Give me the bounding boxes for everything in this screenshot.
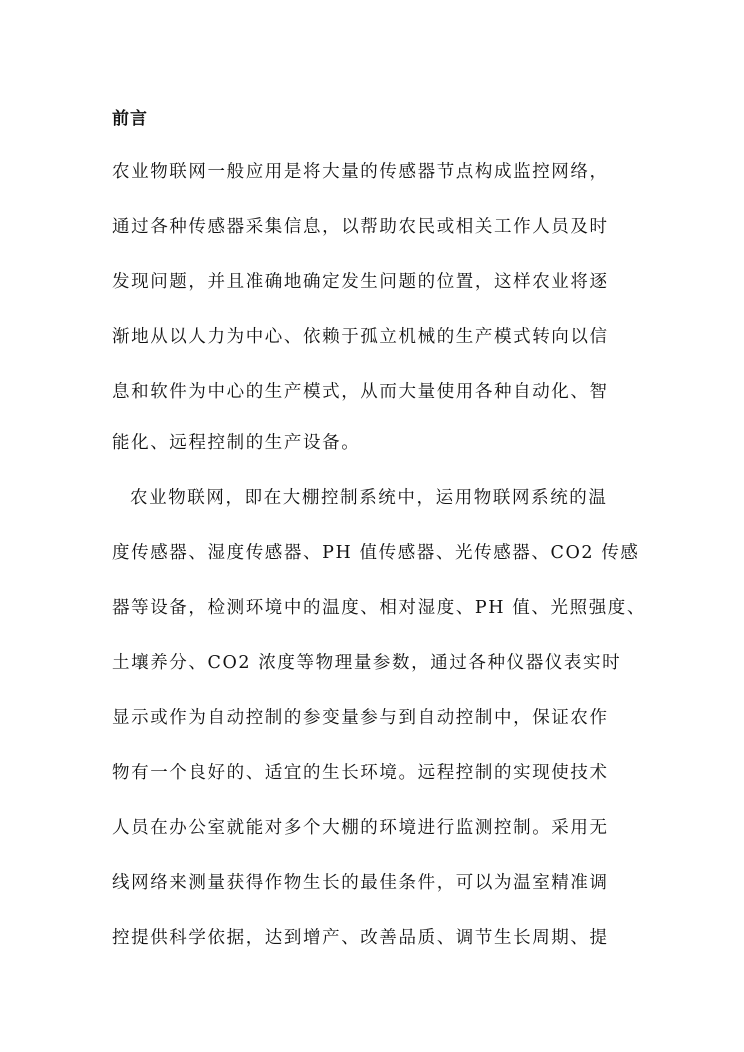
paragraph-2-line: 器等设备，检测环境中的温度、相对湿度、PH 值、光照强度、	[112, 598, 646, 618]
paragraph-2-line: 线网络来测量获得作物生长的最佳条件，可以为温室精准调	[112, 873, 609, 893]
paragraph-1-line: 通过各种传感器采集信息，以帮助农民或相关工作人员及时	[112, 217, 609, 237]
paragraph-2-line: 物有一个良好的、适宜的生长环境。远程控制的实现使技术	[112, 763, 609, 783]
paragraph-1-line: 渐地从以人力为中心、依赖于孤立机械的生产模式转向以信	[112, 327, 609, 347]
section-heading: 前言	[112, 109, 148, 129]
paragraph-2-line: 农业物联网，即在大棚控制系统中，运用物联网系统的温	[130, 488, 608, 508]
paragraph-2-line: 控提供科学依据，达到增产、改善品质、调节生长周期、提	[112, 928, 609, 948]
paragraph-2-line: 人员在办公室就能对多个大棚的环境进行监测控制。采用无	[112, 818, 609, 838]
paragraph-2-line: 土壤养分、CO2 浓度等物理量参数，通过各种仪器仪表实时	[112, 653, 622, 673]
paragraph-1-line: 农业物联网一般应用是将大量的传感器节点构成监控网络，	[112, 162, 609, 182]
paragraph-2-line: 度传感器、湿度传感器、PH 值传感器、光传感器、CO2 传感	[112, 543, 640, 563]
paragraph-1-line: 息和软件为中心的生产模式，从而大量使用各种自动化、智	[112, 382, 609, 402]
paragraph-1-line: 发现问题，并且准确地确定发生问题的位置，这样农业将逐	[112, 272, 609, 292]
paragraph-2-line: 显示或作为自动控制的参变量参与到自动控制中，保证农作	[112, 708, 609, 728]
paragraph-1-line: 能化、远程控制的生产设备。	[112, 433, 361, 453]
